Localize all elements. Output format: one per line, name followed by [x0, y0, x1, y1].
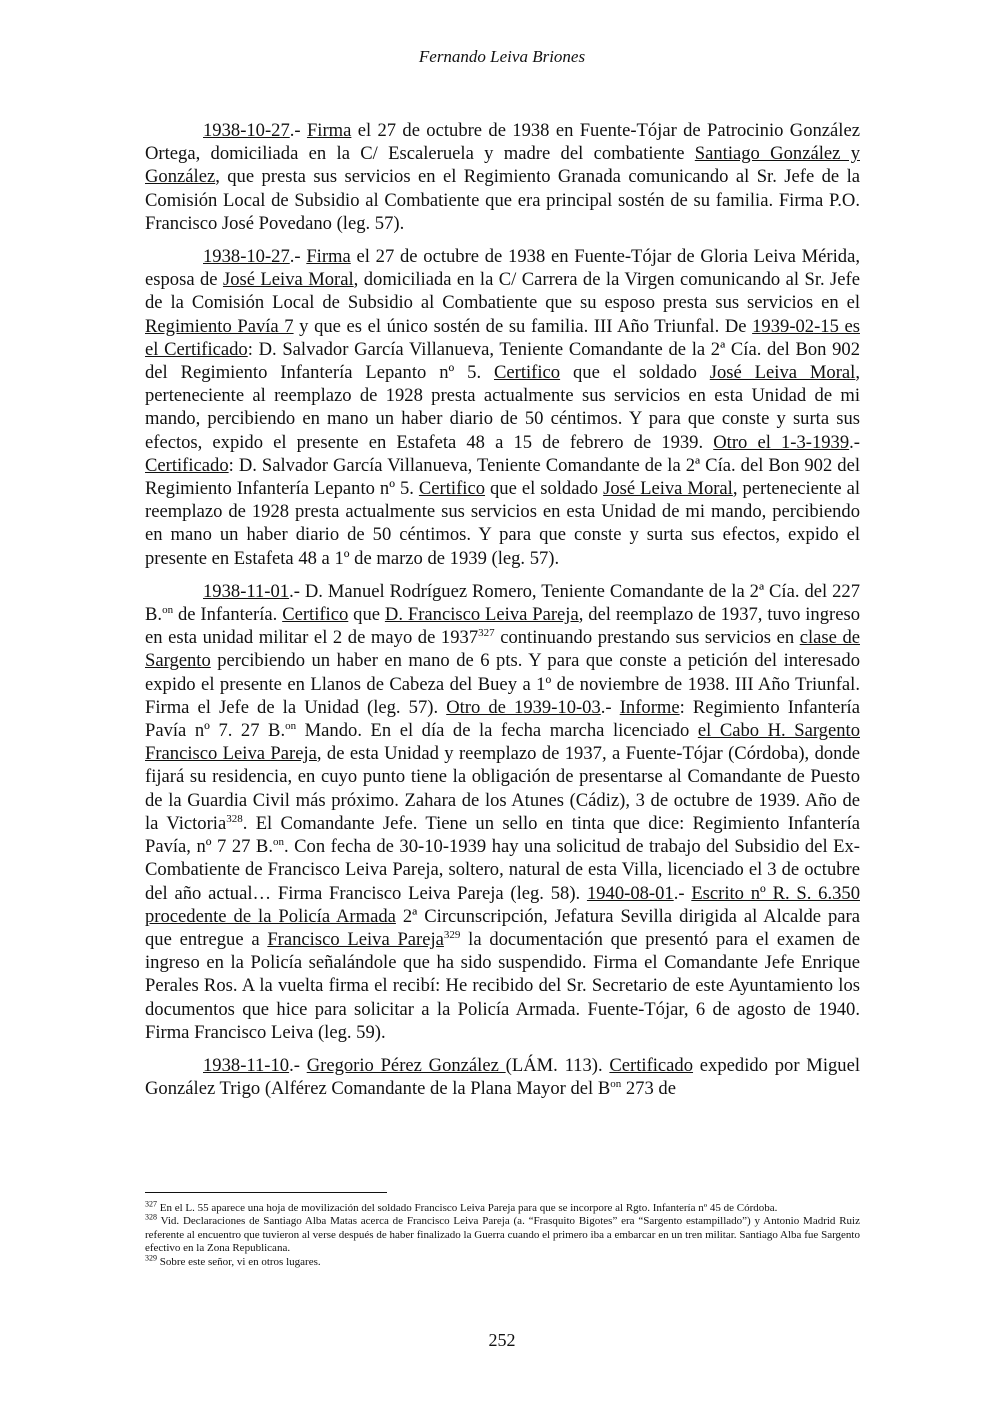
entry-1938-10-27-gloria: [145, 245, 860, 570]
underlined-term: Certificado: [145, 454, 229, 476]
text-span: .-: [849, 431, 860, 453]
page-number: 252: [488, 1330, 516, 1350]
person-name: José Leiva Moral: [603, 478, 733, 500]
text-span: .-: [289, 1054, 307, 1076]
text-span: 2ª Circunscripción, Jefatura Sevilla dirigida al Alcalde para que entregue a: [145, 905, 860, 950]
text-span: .-: [600, 696, 620, 718]
date-link: 1938-11-01: [203, 580, 290, 602]
underlined-term: 1939-02-15 es el Certificado: [145, 315, 860, 360]
underlined-term: Escrito nº R. S. 6.350 procedente de la Policía Armada: [145, 882, 860, 927]
person-name: Francisco Leiva Pareja: [267, 928, 444, 950]
underlined-term: Otro de 1939-10-03: [446, 696, 601, 718]
footnotes: [145, 1199, 860, 1269]
footnote-ref-327[interactable]: 327: [478, 627, 495, 640]
underlined-term: Firma: [306, 120, 352, 141]
text-span: .-: [289, 246, 307, 268]
text-span: el 27 de octubre de 1938 en Fuente-Tójar de Patrocinio González Ortega, domiciliada en la C/ Escaleruela y madre del combatiente: [145, 120, 860, 165]
person-name: el Cabo H. Sargento Francisco Leiva Pareja: [145, 720, 860, 765]
text-span: la documentación que presentó para el examen de ingreso en la Policía señalándole que ha sido suspendido. Firma el Comandante Jefe Enrique Perales Ros. A la vuelta firma el recibí: He recibido del Sr. Secretario de este Ayuntamiento los documentos que hice para solicitar a la Policía Armada. Fuente-Tójar, 6 de agosto de 1940. Firma Francisco Leiva (leg. 59).: [145, 928, 860, 1043]
underlined-term: Firma: [306, 246, 351, 268]
text-span: . El Comandante Jefe. Tiene un sello en tinta que dice: Regimiento Infantería Pavía, nº 7 27 B.: [145, 812, 860, 858]
person-name: D. Francisco Leiva Pareja: [384, 604, 579, 626]
text-span: : D. Salvador García Villanueva, Teniente Comandante de la 2ª Cía. del Bon 902 del Regimiento Infantería Lepanto nº 5.: [145, 454, 860, 500]
person-name: José Leiva Moral: [222, 269, 354, 291]
regiment-name: Regimiento Pavía 7: [145, 315, 294, 337]
superscript: on: [162, 603, 174, 616]
entry-1938-10-27-patrocinio: [145, 119, 860, 235]
footnote-number: 329: [145, 1252, 157, 1262]
superscript: on: [610, 1077, 622, 1090]
text-span: , perteneciente al reemplazo de 1928 presta actualmente sus servicios en esta Unidad de mi mando, percibiendo en mano un haber diario de 50 céntimos. Y para que conste y surta sus efectos, expido el presente en Estafeta 48 a 15 de febrero de 1939.: [145, 362, 860, 453]
text-span: : D. Salvador García Villanueva, Teniente Comandante de la 2ª Cía. del Bon 902 del Regimiento Infantería Lepanto nº 5.: [145, 338, 860, 384]
underlined-term: Certifico: [494, 362, 561, 384]
footnote-ref-328[interactable]: 328: [226, 812, 243, 825]
underlined-term: Certificado: [609, 1054, 694, 1076]
text-span: . Con fecha de 30-10-1939 hay una solicitud de trabajo del Subsidio del Ex-Combatiente de Francisco Leiva Pareja, soltero, natural de esta Villa, licenciado el 3 de octubre del año actual… Firma Francisco Leiva Pareja (leg. 58).: [145, 836, 860, 904]
text-span: Mando. En el día de la fecha marcha licenciado: [296, 720, 698, 742]
text-span: .- D. Manuel Rodríguez Romero, Teniente Comandante de la 2ª Cía. del 227 B.: [145, 580, 860, 626]
person-name: José Leiva Moral: [709, 362, 856, 384]
underlined-term: Informe: [619, 696, 680, 718]
text-span: 273 de: [621, 1078, 676, 1100]
date-link: 1938-10-27: [203, 120, 290, 141]
footnote-number: 327: [145, 1199, 157, 1209]
footnote-number: 328: [145, 1212, 157, 1222]
text-span: continuando prestando sus servicios en: [494, 627, 800, 649]
text-span: y que es el único sostén de su familia. III Año Triunfal. De: [293, 315, 753, 337]
underlined-term: Certifico: [282, 604, 349, 626]
text-span: , de esta Unidad y reemplazo de 1937, a Fuente-Tójar (Córdoba), donde fijará su residencia, en cuyo punto tiene la obligación de presentarse al Comandante de Puesto de la Guardia Civil más próximo. Zahara de los Atunes (Cádiz), 3 de octubre de 1939. Año de la Victoria: [145, 743, 861, 834]
main-text: [145, 119, 860, 1110]
text-span: , del reemplazo de 1937, tuvo ingreso en esta unidad militar el 2 de mayo de 1937: [145, 604, 860, 649]
text-span: que: [348, 604, 385, 626]
footnote-328: [145, 1212, 860, 1255]
footnote-text: Vid. Declaraciones de Santiago Alba Matas acerca de Francisco Leiva Pareja (a. “Frasquito Bigotes” era “Sargento estampillado”) y Antonio Madrid Ruiz referente al encuentro que tuvieron al verse después de haber finalizado la Guerra cuando el primero iba a embarcar en un tren militar. Santiago Alba fue Sargento efectivo en la Zona Republicana.: [145, 1215, 860, 1255]
underlined-term: Certifico: [418, 478, 485, 500]
text-span: de Infantería.: [173, 604, 283, 626]
date-link: 1938-11-10: [203, 1054, 290, 1076]
running-header: Fernando Leiva Briones: [418, 47, 586, 66]
footnote-separator: [145, 1192, 387, 1193]
person-name: Gregorio Pérez González: [306, 1054, 506, 1076]
text-span: , perteneciente al reemplazo de 1928 presta actualmente sus servicios en esta Unidad de mi mando, percibiendo en mano un haber diario de 50 céntimos. Y para que conste y surta sus efectos, expido el presente en Estafeta 48 a 1º de marzo de 1939 (leg. 57).: [145, 478, 861, 569]
entry-1938-11-01: [145, 580, 860, 1044]
person-name: Santiago González y González: [145, 143, 860, 188]
superscript: on: [272, 835, 284, 848]
text-span: .-: [673, 882, 692, 904]
text-span: : Regimiento Infantería Pavía nº 7. 27 B.: [145, 696, 860, 742]
footnote-327: [145, 1199, 860, 1215]
text-span: que el soldado: [560, 362, 710, 384]
text-span: .-: [289, 120, 307, 141]
footnote-text: En el L. 55 aparece una hoja de movilización del soldado Francisco Leiva Pareja para que se incorpore al Rgto. Infantería nº 45 de Córdoba.: [157, 1202, 778, 1214]
underlined-term: Otro el 1-3-1939: [713, 431, 850, 453]
entry-1938-11-10: [145, 1054, 860, 1100]
date-link: 1940-08-01: [586, 882, 674, 904]
text-span: el 27 de octubre de 1938 en Fuente-Tójar de Gloria Leiva Mérida, esposa de: [145, 246, 860, 291]
text-span: expedido por Miguel González Trigo (Alférez Comandante de la Plana Mayor del B: [145, 1054, 860, 1100]
underlined-term: clase de Sargento: [145, 627, 860, 672]
footnote-329: [145, 1252, 860, 1269]
text-span: , que presta sus servicios en el Regimiento Granada comunicando al Sr. Jefe de la Comisión Local de Subsidio al Combatiente que era principal sostén de su familia. Firma P.O. Francisco José Povedano (leg. 57).: [145, 166, 860, 234]
footnote-text: Sobre este señor, vi en otros lugares.: [157, 1255, 321, 1268]
footnote-ref-329[interactable]: 329: [443, 928, 461, 941]
text-span: , domiciliada en la C/ Carrera de la Virgen comunicando al Sr. Jefe de la Comisión Local de Subsidio al Combatiente que su esposo presta sus servicios en el: [145, 269, 860, 314]
text-span: que el soldado: [485, 478, 604, 500]
superscript: on: [285, 719, 297, 732]
text-span: percibiendo un haber en mano de 6 pts. Y para que conste a petición del interesado expido el presente en Llanos de Cabeza del Buey a 1º de noviembre de 1938. III Año Triunfal. Firma el Jefe de la Unidad (leg. 57).: [145, 650, 860, 718]
date-link: 1938-10-27: [203, 246, 290, 268]
text-span: (LÁM. 113).: [505, 1054, 610, 1076]
